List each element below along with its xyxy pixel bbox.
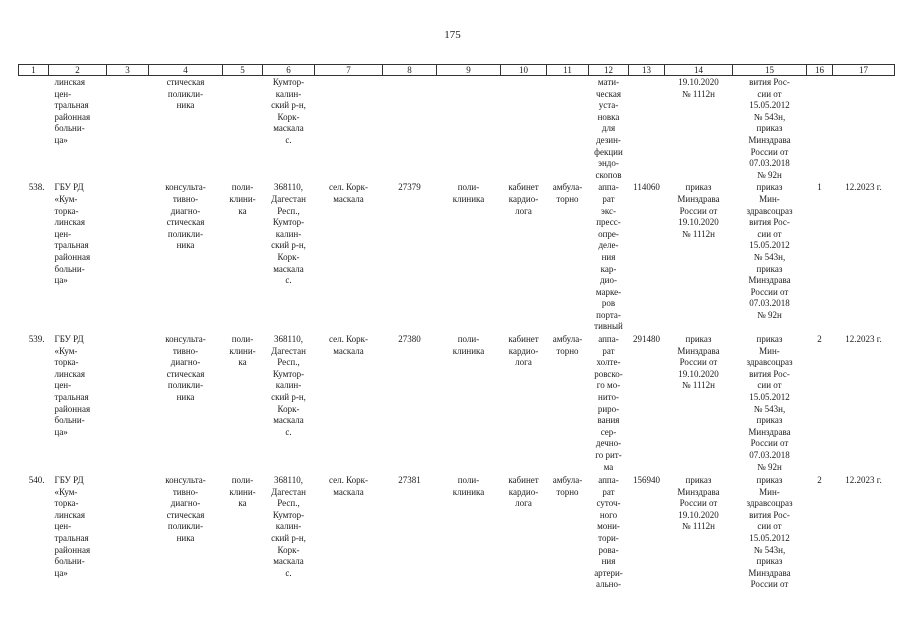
cell-order: приказ Минздрава России от 19.10.2020 № 1112н (677, 334, 720, 391)
cell-organization: ГБУ РД «Кум- торка- линская цен- тральная районная больни- ца» (54, 475, 91, 578)
cell-room: кабинет кардио- лога (508, 334, 539, 368)
cell-date: 12.2023 г. (845, 182, 882, 193)
cell-locality: сел. Корк- маскала (328, 182, 368, 204)
cell-department: стическая поликли- ника (166, 77, 205, 111)
cell-address: 368110, Дагестан Респ., Кумтор- калин- ский р-н, Корк- маскала с. (271, 334, 306, 437)
cell-price (629, 76, 665, 182)
column-header: 14 (665, 65, 733, 76)
cell-number: 540. (28, 475, 45, 486)
column-header: 9 (437, 65, 501, 76)
table-row (19, 474, 895, 603)
cell-organization: ГБУ РД «Кум- торка- линская цен- тральная районная больни- ца» (54, 334, 91, 437)
cell-price: 156940 (633, 475, 660, 486)
column-header: 8 (383, 65, 437, 76)
cell-order: 19.10.2020 № 1112н (678, 77, 719, 99)
column-header: 17 (833, 65, 895, 76)
column-header: 13 (629, 65, 665, 76)
cell-facility (437, 76, 501, 182)
cell-quantity: 1 (817, 182, 822, 193)
column-header: 16 (807, 65, 833, 76)
column-header: 7 (315, 65, 383, 76)
cell-date: 12.2023 г. (845, 475, 882, 486)
column-header: 11 (547, 65, 589, 76)
cell-code: 27380 (398, 334, 421, 345)
cell-care-form: амбула- торно (552, 475, 583, 497)
table-row (19, 76, 895, 182)
cell-care-form (547, 76, 589, 182)
cell-number: 538. (28, 182, 45, 193)
cell-locality (315, 76, 383, 182)
cell-room (501, 76, 547, 182)
column-header: 4 (149, 65, 223, 76)
cell-number (19, 76, 49, 182)
cell-empty (107, 181, 149, 333)
cell-organization: ГБУ РД «Кум- торка- линская цен- тральная районная больни- ца» (54, 182, 91, 286)
cell-room: кабинет кардио- лога (508, 475, 539, 509)
cell-quantity (807, 76, 833, 182)
cell-price: 291480 (633, 334, 660, 345)
column-header: 6 (263, 65, 315, 76)
cell-equipment: аппа- рат экс- пресс- опре- деле- ния кар- дио- марке- ров порта- тивный (594, 182, 623, 332)
cell-department: консульта- тивно- диагно- стическая поликли- ника (165, 334, 206, 403)
cell-equipment: аппа- рат суточ- ного мони- тори- рова- ния артери- ально- (594, 475, 623, 590)
cell-code: 27381 (398, 475, 421, 486)
cell-empty (107, 474, 149, 603)
column-header: 1 (19, 65, 49, 76)
cell-address: 368110, Дагестан Респ., Кумтор- калин- ский р-н, Корк- маскала с. (271, 182, 306, 286)
cell-locality: сел. Корк- маскала (328, 334, 368, 356)
cell-basis: приказ Мин- здравсоцраз вития Рос- сии от 15.05.2012 № 543н, приказ Минздрава России от 07.03.2018 № 92н (746, 334, 793, 472)
cell-quantity: 2 (817, 475, 822, 486)
cell-address: 368110, Дагестан Респ., Кумтор- калин- ский р-н, Корк- маскала с. (271, 475, 306, 578)
cell-locality: сел. Корк- маскала (328, 475, 368, 497)
cell-equipment: аппа- рат холте- ровско- го мо- нито- риро- вания сер- дечно- го рит- ма (594, 334, 623, 472)
column-header: 5 (223, 65, 263, 76)
column-header: 15 (733, 65, 807, 76)
cell-basis: приказ Мин- здравсоцраз вития Рос- сии от 15.05.2012 № 543н, приказ Минздрава России от 07.03.2018 № 92н (746, 182, 793, 320)
cell-order: приказ Минздрава России от 19.10.2020 № 1112н (677, 475, 720, 532)
cell-price: 114060 (633, 182, 660, 193)
cell-date: 12.2023 г. (845, 334, 882, 345)
cell-basis: вития Рос- сии от 15.05.2012 № 543н, приказ Минздрава России от 07.03.2018 № 92н (748, 77, 791, 180)
cell-type: поли- клини- ка (229, 182, 256, 216)
cell-number: 539. (28, 334, 45, 345)
cell-code: 27379 (398, 182, 421, 193)
cell-organization: линская цен- тральная районная больни- ца» (54, 77, 91, 145)
cell-care-form: амбула- торно (552, 182, 583, 204)
cell-department: консульта- тивно- диагно- стическая поликли- ника (165, 182, 206, 251)
column-header: 10 (501, 65, 547, 76)
cell-basis: приказ Мин- здравсоцраз вития Рос- сии от 15.05.2012 № 543н, приказ Минздрава России от (746, 475, 793, 590)
cell-type (223, 76, 263, 182)
column-header: 3 (107, 65, 149, 76)
cell-department: консульта- тивно- диагно- стическая поликли- ника (165, 475, 206, 544)
cell-quantity: 2 (817, 334, 822, 345)
page-number: 175 (444, 29, 461, 41)
cell-care-form: амбула- торно (552, 334, 583, 356)
cell-date (833, 76, 895, 182)
cell-type: поли- клини- ка (229, 475, 256, 509)
cell-room: кабинет кардио- лога (508, 182, 539, 216)
column-header: 12 (589, 65, 629, 76)
table-row (19, 333, 895, 474)
equipment-register-table (18, 64, 895, 603)
table-row (19, 181, 895, 333)
cell-order: приказ Минздрава России от 19.10.2020 № 1112н (677, 182, 720, 239)
cell-type: поли- клини- ка (229, 334, 256, 368)
column-number-row (19, 65, 895, 76)
cell-facility: поли- клиника (452, 182, 485, 204)
cell-code (383, 76, 437, 182)
cell-empty (107, 333, 149, 474)
cell-facility: поли- клиника (452, 334, 485, 356)
cell-equipment: мати- ческая уста- новка для дезин- фекции эндо- скопов (594, 77, 623, 180)
column-header: 2 (49, 65, 107, 76)
cell-empty (107, 76, 149, 182)
cell-address: Кумтор- калин- ский р-н, Корк- маскала с. (271, 77, 306, 145)
cell-facility: поли- клиника (452, 475, 485, 497)
